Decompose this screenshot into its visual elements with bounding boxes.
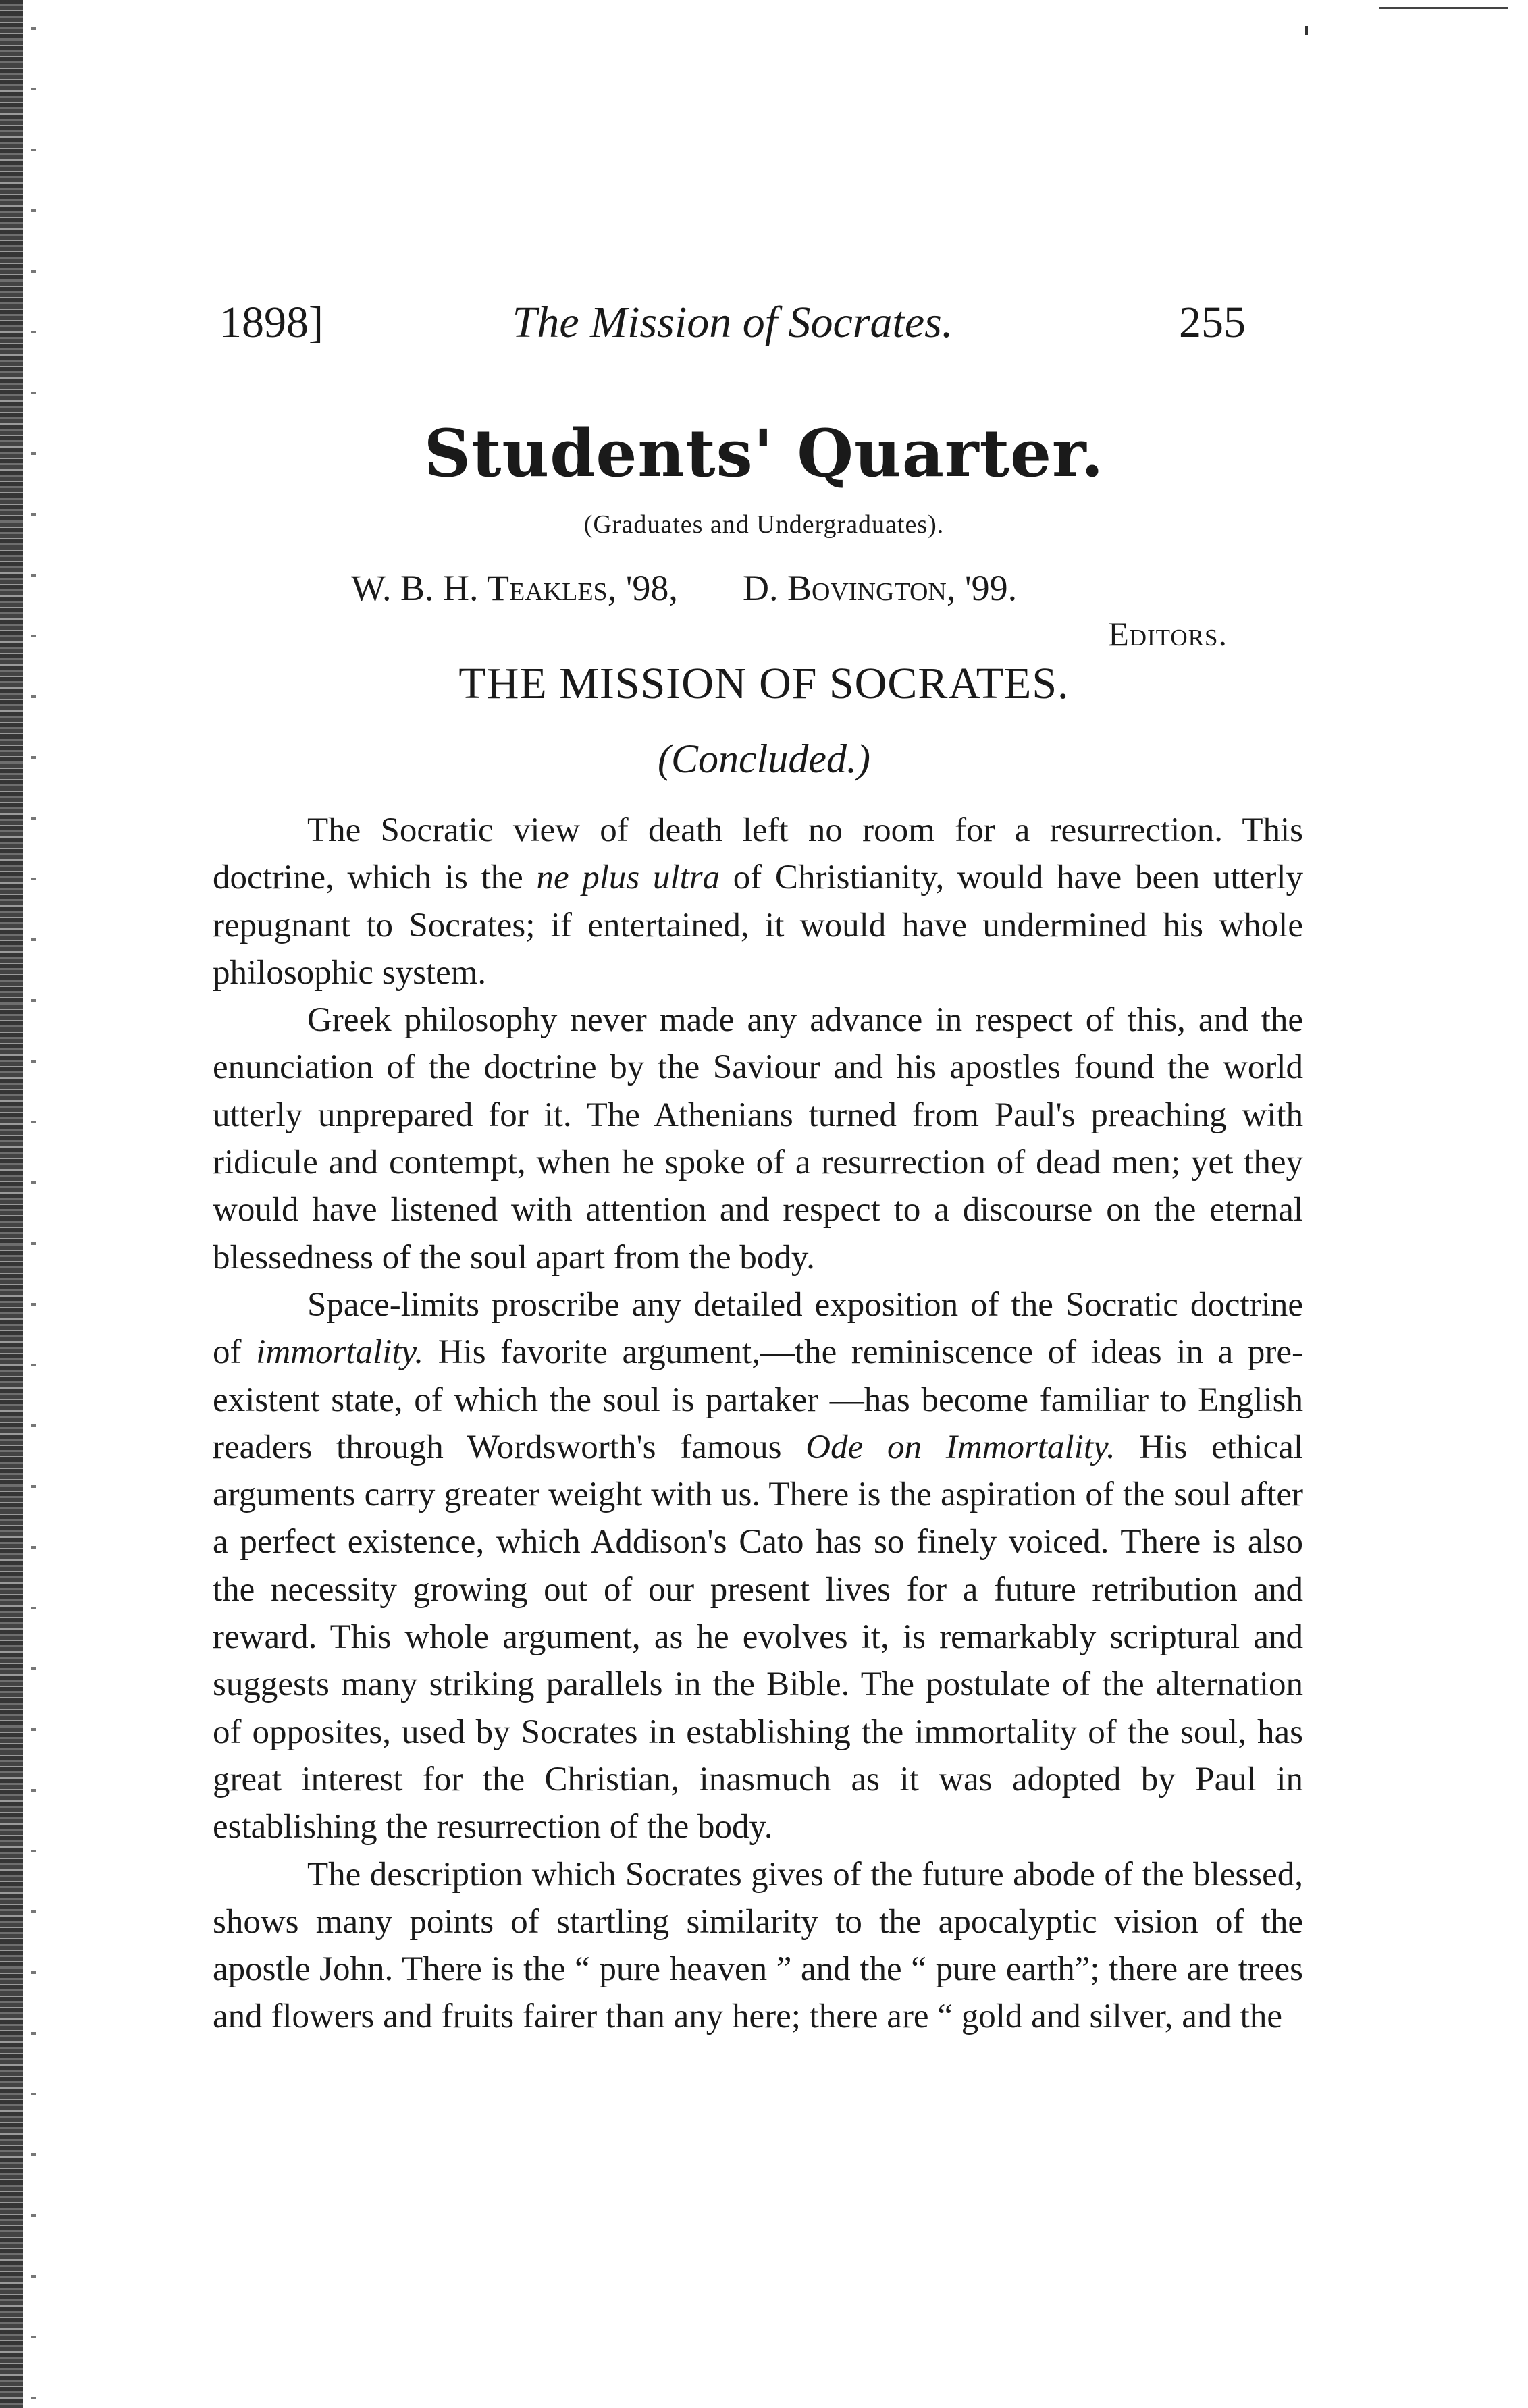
paragraph (213, 1851, 1303, 2041)
text-run: Greek philosophy never made any advance in respect of this, and the enunciation of the doctrine by the Saviour and his apostles found the world utterly unprepared for it. The Athenians turned from Paul's preaching with ridicule and contempt, when he spoke of a resurrection of dead men; yet they would have listened with attention and respect to a discourse on the eternal blessedness of the soul apart from the body. (213, 1001, 1303, 1277)
text-run: His ethical arguments carry greater weight with us. There is the aspiration of the soul after a perfect existence, which Addison's Cato has so finely voiced. There is also the necessity growing out of our present lives for a future retribution and reward. This whole argument, as he evolves it, is remarkably scriptural and suggests many striking parallels in the Bible. The postulate of the alternation of opposites, used by Socrates in establishing the immortality of the soul, has great interest for the Christian, inasmuch as it was adopted by Paul in establishing the resurrection of the body. (213, 1428, 1304, 1846)
section-heading: Students' Quarter. (423, 415, 1105, 491)
article-note: (Concluded.) (658, 737, 870, 781)
editors-label: Editors. (1108, 615, 1228, 653)
text-run: The Socratic view of death left no room for a resurrection. This doctrine, which is the (213, 811, 1303, 897)
italic-phrase: Ode on Immortality. (806, 1428, 1115, 1466)
editor-name-2: D. Bovington, '99. (743, 568, 1018, 608)
running-head-title: The Mission of Socrates. (512, 298, 953, 347)
text-run: of Christianity, would have been utterly repugnant to Socrates; if entertained, it would have undermined his whole philosophic system. (213, 859, 1304, 992)
text-run: His favorite argument,—the reminiscence of ideas in a pre-existent state, of which the soul is partaker —has become familiar to English readers through Wordsworth's famous (213, 1333, 1303, 1466)
paragraph (213, 996, 1303, 1281)
text-run: The description which Socrates gives of the future abode of the blessed, shows many points of startling similarity to the apocalyptic vision of the apostle John. There is the “ pure heaven ” and the “ pure earth”; there are trees and flowers and fruits fairer than any here; there are “ gold and silver, and the (213, 1855, 1303, 2036)
text-run: Space-limits proscribe any detailed exposition of the Socratic doctrine of (213, 1285, 1303, 1372)
running-head-year: 1898] (219, 298, 323, 347)
italic-phrase: ne plus ultra (536, 859, 720, 897)
running-head (219, 297, 1246, 358)
binding-edge (0, 0, 23, 2408)
page-number: 255 (1179, 298, 1246, 347)
paragraph (213, 807, 1303, 996)
article-title: THE MISSION OF SOCRATES. (458, 659, 1070, 708)
scan-mark (1305, 26, 1308, 35)
binding-edge-marks (31, 0, 36, 2408)
editor-name-1: W. B. H. Teakles, '98, (351, 568, 678, 608)
article-body (213, 807, 1303, 2041)
top-rule (1379, 7, 1508, 9)
paragraph (213, 1281, 1303, 1851)
section-subheading: (Graduates and Undergraduates). (583, 510, 945, 539)
italic-phrase: immortality. (256, 1333, 424, 1372)
